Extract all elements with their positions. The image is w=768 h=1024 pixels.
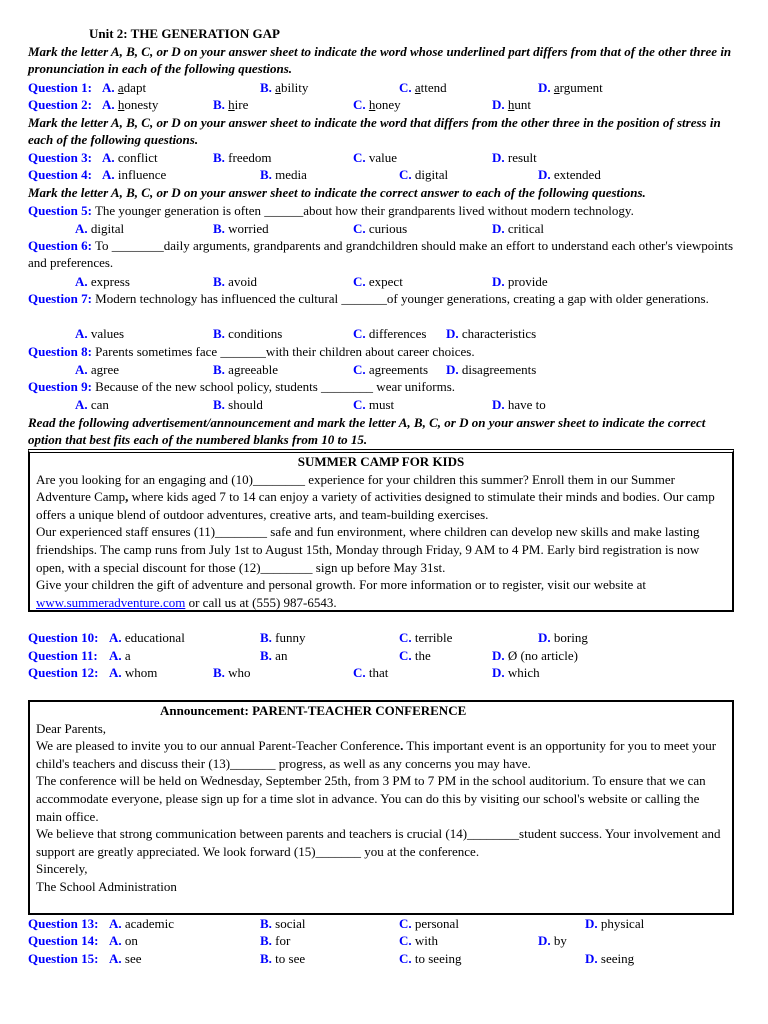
q9-option-d: D. have to (492, 397, 546, 412)
q6-option-c: C. expect (353, 274, 403, 289)
question-8-stem: Question 8: Parents sometimes face _______with their children about career choices. (28, 344, 475, 359)
q14-option-c: C. with (399, 933, 439, 948)
q6-option-d: D. provide (492, 274, 548, 289)
q8-option-a: A. agree (75, 362, 120, 377)
instruction-reading: Read the following advertisement/announcement and mark the letter A, B, C, or D on your answer sheet to indicate the correct option that best fits each of the numbered blanks from 10 to 15. (28, 415, 706, 447)
announcement-paragraph-1: We are pleased to invite you to our annual Parent-Teacher Conference. This important event is an opportunity for you to meet your child's teachers and discuss their (13)_______ progress, as well as any concerns you may have. (36, 738, 717, 771)
q11-option-c: C. the (399, 648, 431, 663)
advertisement-paragraph-2: Our experienced staff ensures (11)________ safe and fun environment, where children can develop new skills and make lasting friendships. The camp runs from July 1st to August 15th, Monday through Friday, 9 AM to 4 PM. Early bird registration is now open, with a special discount for those (12)________ sign up before May 31st. (36, 524, 700, 575)
q1-option-c: C. attend (399, 80, 447, 95)
announcement-paragraph-2: The conference will be held on Wednesday, September 25th, from 3 PM to 7 PM in the school auditorium. To ensure that we can accommodate everyone, please sign up for a time slot in advance. You can do this by visiting our school's website or calling the main office. (36, 773, 706, 824)
q11-option-b: B. an (260, 648, 288, 663)
q4-option-b: B. media (260, 167, 307, 182)
q8-option-d: D. disagreements (446, 362, 537, 377)
q14-option-d: D. by (538, 933, 567, 948)
q2-option-d: D. hunt (492, 97, 532, 112)
q8-option-c: C. agreements (353, 362, 429, 377)
q10-option-a: A. educational (109, 630, 185, 645)
q9-option-b: B. should (213, 397, 263, 412)
q12-option-c: C. that (353, 665, 389, 680)
q10-option-b: B. funny (260, 630, 306, 645)
q1-option-a: A. adapt (102, 80, 147, 95)
announcement-heading: Announcement: PARENT-TEACHER CONFERENCE (160, 703, 467, 718)
q7-option-d: D. characteristics (446, 326, 537, 341)
question-2-label: Question 2: (28, 97, 92, 112)
page-title: Unit 2: THE GENERATION GAP (89, 26, 280, 41)
advertisement-heading: SUMMER CAMP FOR KIDS (297, 454, 465, 469)
q15-option-d: D. seeing (585, 951, 635, 966)
q3-option-d: D. result (492, 150, 537, 165)
announcement-closing: Sincerely, (36, 861, 88, 877)
q15-option-c: C. to seeing (399, 951, 462, 966)
instruction-pronunciation: Mark the letter A, B, C, or D on your answer sheet to indicate the word whose underlined part differs from that of the other three in pronunciation in each of the following questions. (28, 44, 732, 76)
q12-option-b: B. who (213, 665, 251, 680)
q7-option-b: B. conditions (213, 326, 283, 341)
q15-option-a: A. see (109, 951, 142, 966)
q4-option-a: A. influence (102, 167, 167, 182)
question-6-stem: Question 6: To ________daily arguments, grandparents and grandchildren should make an effort to understand each other's viewpoints and preferences. (28, 238, 734, 270)
q3-option-c: C. value (353, 150, 398, 165)
advertisement-box (28, 449, 734, 612)
q11-option-a: A. a (109, 648, 131, 663)
q9-option-a: A. can (75, 397, 109, 412)
q1-option-b: B. ability (260, 80, 309, 95)
q5-option-b: B. worried (213, 221, 269, 236)
question-10-label: Question 10: (28, 630, 99, 645)
question-11-label: Question 11: (28, 648, 98, 663)
q5-option-a: A. digital (75, 221, 125, 236)
announcement-box (28, 700, 734, 915)
q5-option-c: C. curious (353, 221, 408, 236)
announcement-signature: The School Administration (36, 878, 177, 894)
question-13-label: Question 13: (28, 916, 99, 931)
q11-option-d: D. Ø (no article) (492, 648, 578, 663)
q6-option-a: A. express (75, 274, 130, 289)
q12-option-d: D. which (492, 665, 540, 680)
q14-option-a: A. on (109, 933, 138, 948)
q15-option-b: B. to see (260, 951, 306, 966)
q8-option-b: B. agreeable (213, 362, 278, 377)
q13-option-c: C. personal (399, 916, 459, 931)
q10-option-d: D. boring (538, 630, 588, 645)
q13-option-d: D. physical (585, 916, 645, 931)
announcement-paragraph-3: We believe that strong communication between parents and teachers is crucial (14)________student success. Your involvement and support are greatly appreciated. We look forward (15)_______ you at the conference. (36, 826, 721, 859)
question-14-label: Question 14: (28, 933, 99, 948)
q5-option-d: D. critical (492, 221, 544, 236)
advertisement-paragraph-1: Are you looking for an engaging and (10)________ experience for your children this summer? Enroll them in our Summer Adventure Camp, where kids aged 7 to 14 can enjoy a variety of activities designed to stimulate their minds and bodies. Our camp offers a unique blend of outdoor adventures, creative arts, and team-building exercises. (36, 471, 715, 522)
q6-option-b: B. avoid (213, 274, 258, 289)
q1-option-d: D. argument (538, 80, 603, 95)
announcement-greeting: Dear Parents, (36, 720, 107, 736)
q12-option-a: A. whom (109, 665, 158, 680)
q13-option-b: B. social (260, 916, 306, 931)
q10-option-c: C. terrible (399, 630, 453, 645)
question-3-label: Question 3: (28, 150, 92, 165)
q3-option-b: B. freedom (213, 150, 272, 165)
instruction-stress: Mark the letter A, B, C, or D on your answer sheet to indicate the word that differs from the other three in the position of stress in each of the following questions. (28, 115, 721, 147)
q14-option-b: B. for (260, 933, 291, 948)
q7-option-c: C. differences (353, 326, 427, 341)
question-5-stem: Question 5: The younger generation is often ______about how their grandparents lived without modern technology. (28, 203, 634, 218)
website-link[interactable]: www.summeradventure.com (36, 594, 186, 610)
q2-option-b: B. hire (213, 97, 249, 112)
instruction-correct-answer: Mark the letter A, B, C, or D on your answer sheet to indicate the correct answer to each of the following questions. (28, 185, 646, 200)
q2-option-c: C. honey (353, 97, 401, 112)
q2-option-a: A. honesty (102, 97, 159, 112)
q7-option-a: A. values (75, 326, 125, 341)
q3-option-a: A. conflict (102, 150, 158, 165)
question-9-stem: Question 9: Because of the new school policy, students ________ wear uniforms. (28, 379, 456, 394)
question-12-label: Question 12: (28, 665, 99, 680)
q9-option-c: C. must (353, 397, 395, 412)
q4-option-d: D. extended (538, 167, 601, 182)
advertisement-paragraph-3: Give your children the gift of adventure and personal growth. For more information or to register, visit our website at www.summeradventure.com or call us at (555) 987-6543. (36, 577, 646, 610)
question-7-stem: Question 7: Modern technology has influenced the cultural _______of younger generations, creating a gap with older generations. (28, 291, 709, 306)
q13-option-a: A. academic (109, 916, 174, 931)
question-15-label: Question 15: (28, 951, 99, 966)
question-1-label: Question 1: (28, 80, 92, 95)
question-4-label: Question 4: (28, 167, 92, 182)
q4-option-c: C. digital (399, 167, 449, 182)
